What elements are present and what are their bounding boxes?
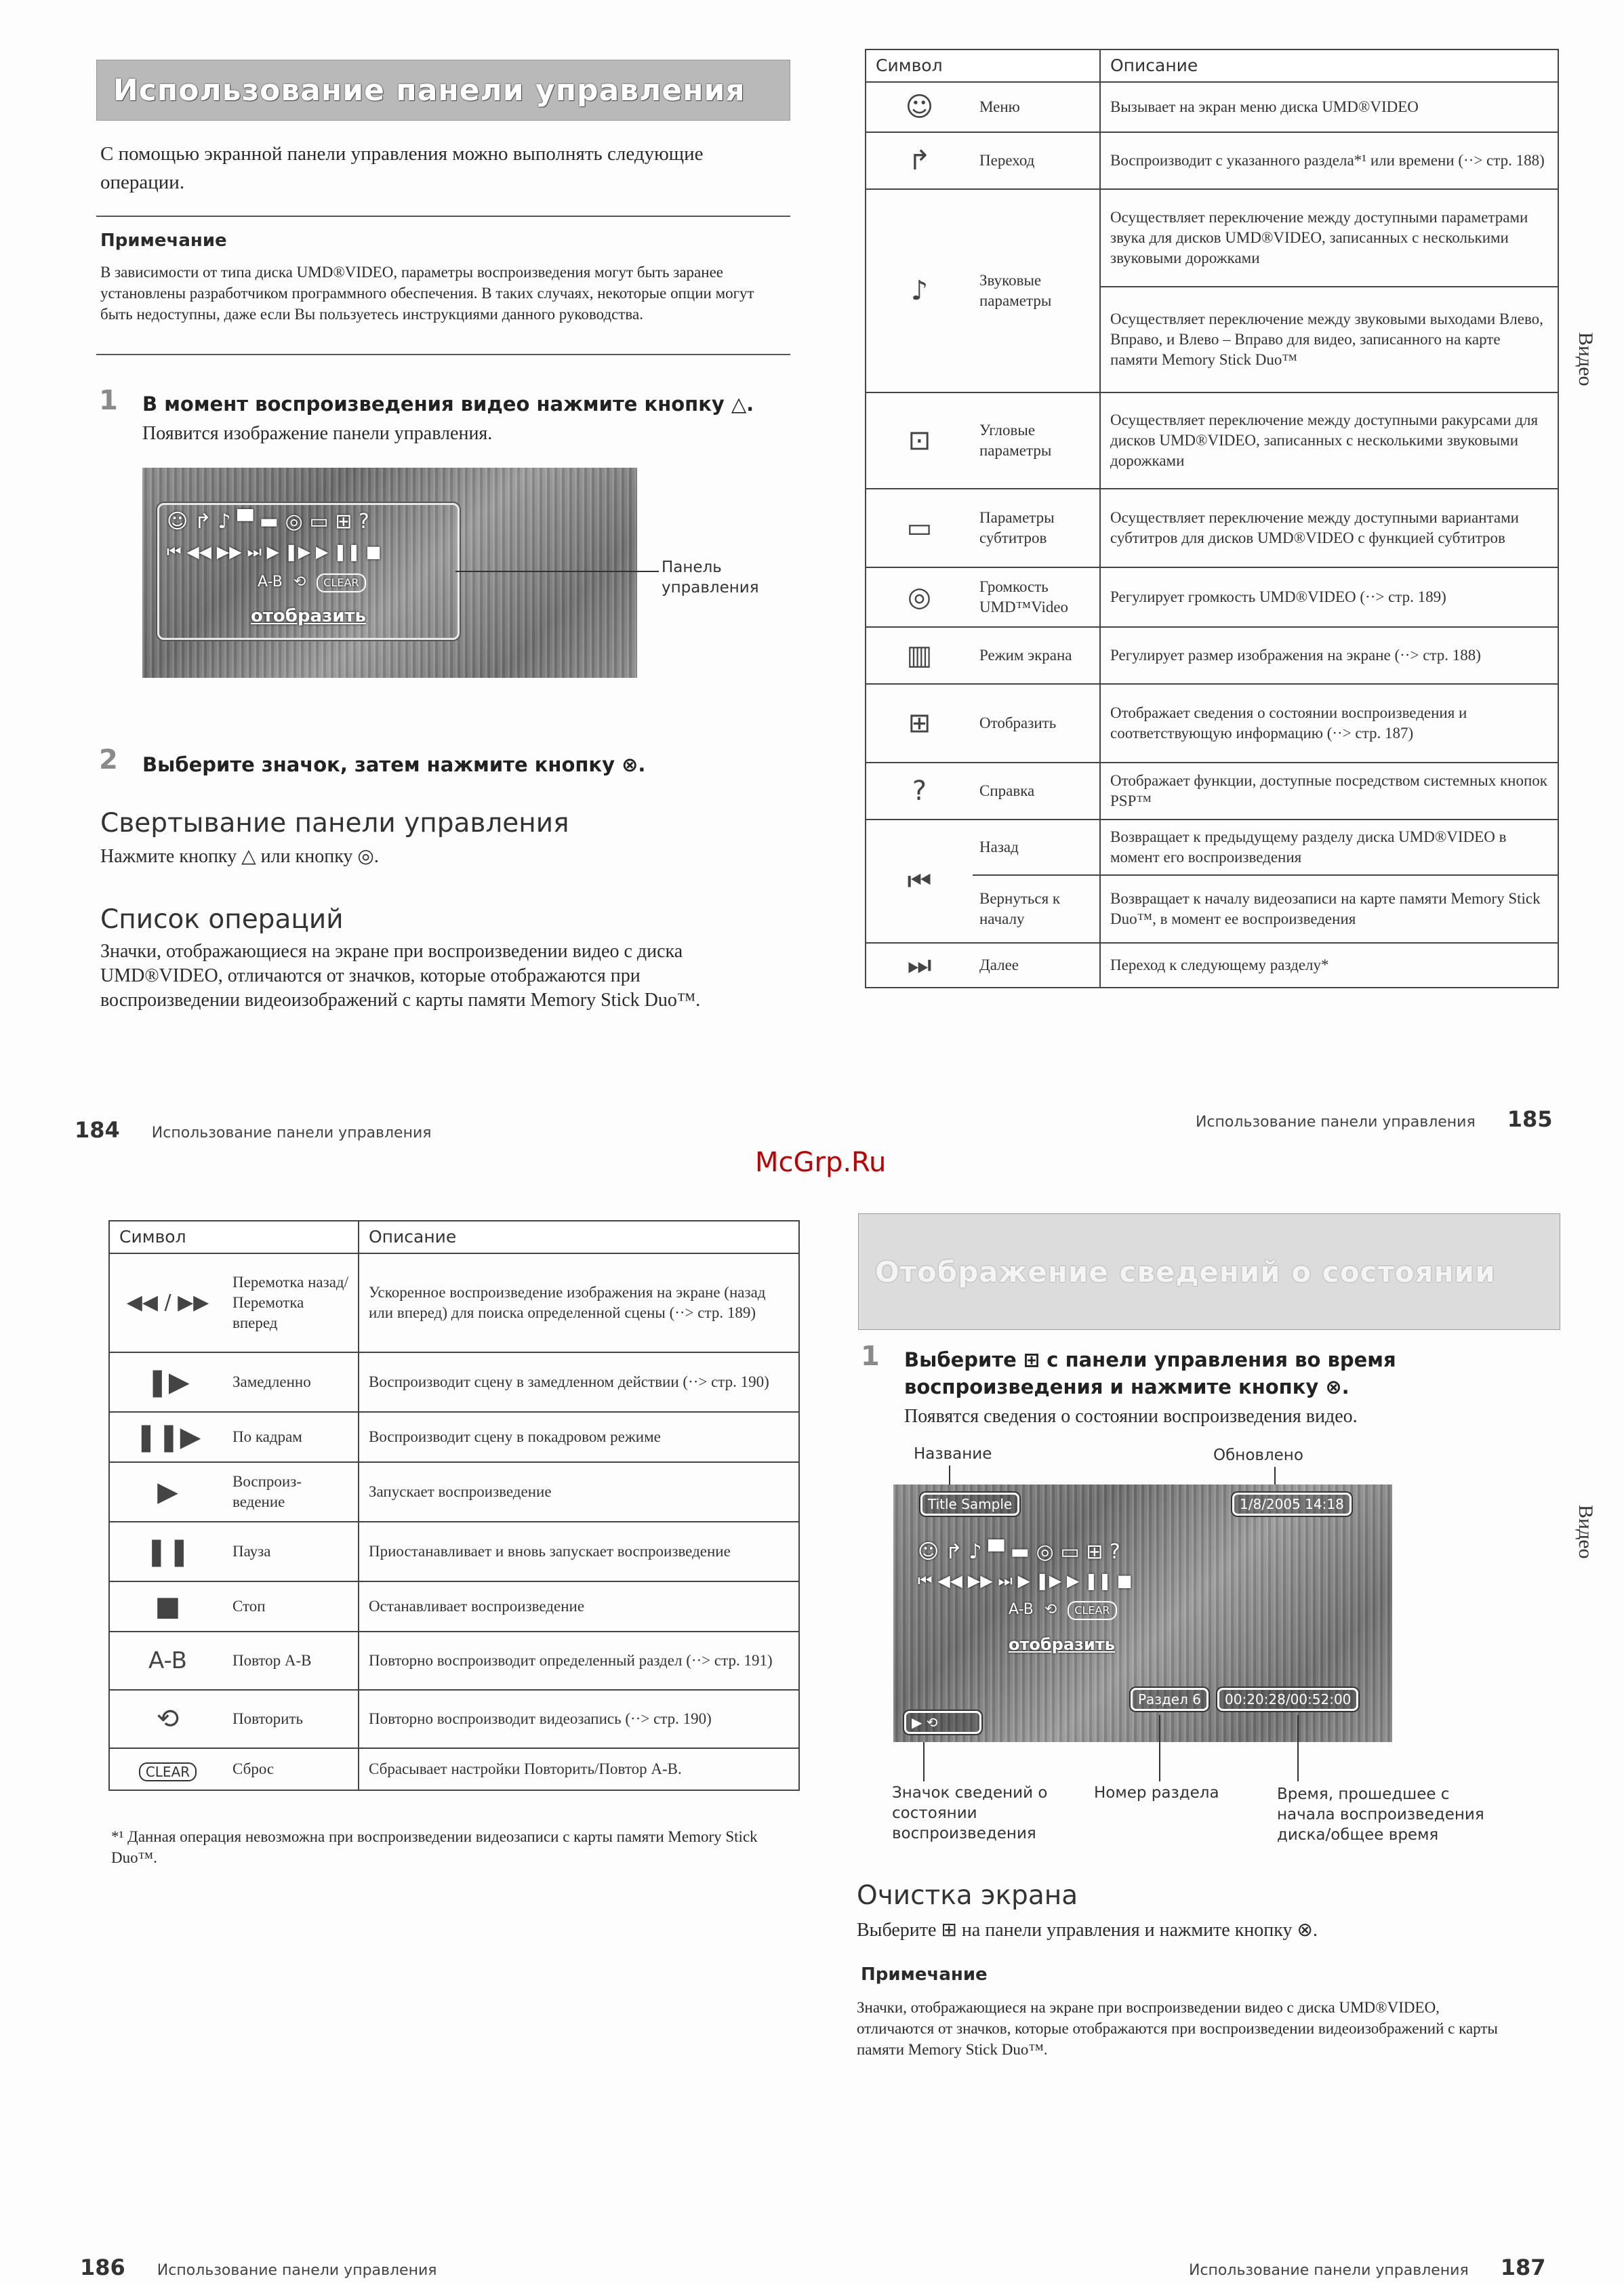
status-leader-line (923, 1742, 925, 1781)
control-panel-icon-row-3 (1009, 1601, 1117, 1620)
page-187-title-banner: Отображение сведений о состоянии (858, 1213, 1560, 1330)
table-row (109, 1462, 799, 1522)
display-label: отобразить (1009, 1635, 1115, 1654)
row-name: Звуковые параметры (973, 189, 1100, 392)
row-name: Угловые параметры (973, 392, 1100, 489)
table-row (866, 684, 1558, 763)
row-description: Повторно воспроизводит определенный раздел (··> стр. 191) (359, 1632, 799, 1690)
page-184-intro: С помощью экранной панели управления можно выполнять следующие операции. (100, 143, 704, 193)
table-row (866, 82, 1558, 132)
page-185-footer (1196, 1106, 1553, 1132)
volume-icon: ◎ (866, 567, 973, 627)
page-185-footer-text: Использование панели управления (1196, 1114, 1476, 1131)
updated-leader-line (1274, 1467, 1276, 1484)
page-184-footer (75, 1117, 432, 1143)
table-row (866, 567, 1558, 627)
next-icon: ⏭ (866, 943, 973, 988)
row-description: Повторно воспроизводит видеозапись (··> стр. 190) (359, 1690, 799, 1748)
page-186-footer (80, 2255, 437, 2280)
table-row (866, 943, 1558, 988)
page-184-title-banner: Использование панели управления (96, 60, 790, 121)
row-name: Повторить (226, 1690, 359, 1748)
row-description: Осуществляет переключение между доступными параметрами звука для дисков UMD®VIDEO, записанных с несколькими звуковыми дорожками (1100, 189, 1558, 287)
chapter-chip: Раздел 6 (1131, 1688, 1209, 1711)
play-icon: ▶ (109, 1462, 226, 1522)
pause-icon: ❚❚ (109, 1522, 226, 1581)
row-name: Параметры субтитров (973, 489, 1100, 567)
control-panel-icon-row-1: ☺ ↱ ♪ ▀ ▬ ◎ ▭ ⊞ ? (918, 1540, 1120, 1564)
control-panel-icon-row-2: ⏮ ◀◀ ▶▶ ⏭ ▶ ❚▶ ▶ ❚❚ ■ (167, 542, 382, 561)
operations-list-heading: Список операций (100, 904, 344, 935)
table-row (109, 1522, 799, 1581)
time-leader-line (1297, 1715, 1299, 1781)
clear-chip: CLEAR (139, 1762, 197, 1781)
updated-label: Обновлено (1213, 1447, 1303, 1464)
menu-icon: ☺ (866, 82, 973, 132)
page-186-footer-text: Использование панели управления (157, 2262, 437, 2279)
time-chip: 00:20:28/00:52:00 (1217, 1688, 1358, 1711)
row-name: Пауза (226, 1522, 359, 1581)
status-icon-chip (904, 1711, 981, 1734)
page-187-note-title: Примечание (861, 1964, 988, 1985)
status-info-screenshot (893, 1484, 1392, 1742)
page-187-step-1-subtext: Появятся сведения о состоянии воспроизведения видео. (904, 1406, 1358, 1427)
status-icon-callout: Значок сведений о состоянии воспроизведения (892, 1784, 1048, 1842)
row-description: Воспроизводит сцену в замедленном действии (··> стр. 190) (359, 1352, 799, 1412)
page-184-number: 184 (75, 1117, 120, 1143)
row-name: Замедленно (226, 1352, 359, 1412)
table-row (866, 132, 1558, 189)
page-186-number: 186 (80, 2255, 125, 2280)
step-2-heading: Выберите значок, затем нажмите кнопку ⊗. (142, 753, 646, 776)
row-name: Меню (973, 82, 1100, 132)
clear-icon: CLEAR (1068, 1601, 1116, 1620)
previous-icon: ⏮ (866, 820, 973, 943)
page-184-footer-text: Использование панели управления (151, 1125, 432, 1142)
page-187-side-tab: Видео (1575, 1505, 1597, 1559)
col-header-description: Описание (1100, 49, 1558, 82)
page-187-footer-text: Использование панели управления (1189, 2262, 1469, 2279)
step-1-subtext: Появится изображение панели управления. (142, 423, 493, 444)
col-header-symbol: Символ (109, 1221, 359, 1253)
repeat-icon: ⟲ (1044, 1601, 1057, 1618)
frame-advance-icon: ❚❚▶ (109, 1412, 226, 1462)
info-display-icon: ⊞ (866, 684, 973, 763)
control-panel-icon-row-3 (258, 573, 366, 592)
page-187-step-1-heading: Выберите ⊞ с панели управления во время воспроизведения и нажмите кнопку ⊗. (904, 1348, 1396, 1398)
row-name: Повтор А-В (226, 1632, 359, 1690)
music-note-icon: ♪ (866, 189, 973, 392)
col-header-description: Описание (359, 1221, 799, 1253)
page-184-note-title: Примечание (100, 230, 227, 251)
step-1-heading: В момент воспроизведения видео нажмите кнопку △. (142, 392, 754, 416)
table-row (866, 763, 1558, 820)
table-row (109, 1412, 799, 1462)
page-185-operations-table (865, 49, 1559, 988)
table-row (866, 189, 1558, 287)
row-description: Регулирует громкость UMD®VIDEO (··> стр. 189) (1100, 567, 1558, 627)
clear-icon: CLEAR (317, 573, 365, 592)
page-184-note-text: В зависимости от типа диска UMD®VIDEO, параметры воспроизведения могут быть заранее установлены разработчиком программного обеспечения. В таких случаях, некоторые опции могут быть недоступны, даже если Вы пользуетесь инструкциями данного руководства. (100, 264, 754, 323)
elapsed-time-callout: Время, прошедшее с начала воспроизведения диска/общее время (1277, 1785, 1484, 1844)
row-name: Громкость UMD™Video (973, 567, 1100, 627)
table-row (866, 392, 1558, 489)
control-panel-icon-row-2: ⏮ ◀◀ ▶▶ ⏭ ▶ ❚▶ ▶ ❚❚ ■ (918, 1571, 1133, 1590)
ab-repeat-icon: A-B (109, 1632, 226, 1690)
title-leader-line (949, 1466, 950, 1484)
note-bottom-rule (96, 354, 790, 355)
row-name: Режим экрана (973, 627, 1100, 684)
row-description: Осуществляет переключение между доступными ракурсами для дисков UMD®VIDEO, записанных с несколькими звуковыми дорожками (1100, 392, 1558, 489)
row-description: Отображает функции, доступные посредством системных кнопок PSP™ (1100, 763, 1558, 820)
row-name: Сброс (226, 1748, 359, 1790)
row-description: Отображает сведения о состоянии воспроизведения и соответствующую информацию (··> стр. 187) (1100, 684, 1558, 763)
row-description: Регулирует размер изображения на экране (··> стр. 188) (1100, 627, 1558, 684)
row-description: Осуществляет переключение между звуковыми выходами Влево, Вправо, и Влево – Вправо для видео, записанного на карте памяти Memory Stick Duo™ (1100, 287, 1558, 392)
row-name: Стоп (226, 1581, 359, 1632)
step-1-number: 1 (99, 385, 118, 416)
stop-icon: ■ (109, 1581, 226, 1632)
row-name: Воспроиз-ведение (226, 1462, 359, 1522)
help-icon: ? (866, 763, 973, 820)
page-186-operations-table (108, 1220, 800, 1791)
page-187-step-1-number: 1 (861, 1341, 880, 1372)
repeat-icon: ⟲ (109, 1690, 226, 1748)
table-row (866, 820, 1558, 875)
table-row (109, 1632, 799, 1690)
collapse-panel-text: Нажмите кнопку △ или кнопку ◎. (100, 846, 379, 867)
play-status-icon: ▶ ⟲ (912, 1714, 938, 1731)
screen-mode-icon: ▥ (866, 627, 973, 684)
site-watermark: McGrp.Ru (755, 1147, 887, 1178)
clear-screen-text: Выберите ⊞ на панели управления и нажмите кнопку ⊗. (857, 1920, 1318, 1941)
table-row (109, 1690, 799, 1748)
row-description: Останавливает воспроизведение (359, 1581, 799, 1632)
table-row (109, 1352, 799, 1412)
operations-list-text: Значки, отображающиеся на экране при воспроизведении видео с диска UMD®VIDEO, отличаются от значков, которые отображаются при воспроизведении видеоизображений с карты памяти Memory Stick Duo™. (100, 941, 701, 1011)
title-label: Название (914, 1445, 992, 1463)
col-header-symbol: Символ (866, 49, 1100, 82)
row-description: Переход к следующему разделу* (1100, 943, 1558, 988)
page-185-number: 185 (1507, 1106, 1553, 1132)
row-description: Воспроизводит с указанного раздела*¹ или времени (··> стр. 188) (1100, 132, 1558, 189)
note-top-rule (96, 216, 790, 217)
table-row (109, 1581, 799, 1632)
rewind-forward-icon: ◀◀ / ▶▶ (109, 1253, 226, 1352)
step-2-number: 2 (99, 744, 118, 775)
ab-repeat-icon: A-B (258, 573, 283, 590)
row-name: Назад (973, 820, 1100, 875)
row-name: Переход (973, 132, 1100, 189)
row-description: Воспроизводит сцену в покадровом режиме (359, 1412, 799, 1462)
page-187-note-text: Значки, отображающиеся на экране при воспроизведении видео с диска UMD®VIDEO, отличаются от значков, которые отображаются при воспроизведении видеоизображений с карты памяти Memory Stick Duo™. (857, 1999, 1498, 2058)
row-description: Запускает воспроизведение (359, 1462, 799, 1522)
collapse-panel-heading: Свертывание панели управления (100, 808, 569, 839)
camera-angle-icon: ⊡ (866, 392, 973, 489)
page-185-side-tab: Видео (1575, 332, 1597, 386)
clear-screen-heading: Очистка экрана (857, 1880, 1078, 1911)
updated-date-chip: 1/8/2005 14:18 (1232, 1493, 1352, 1516)
row-description: Ускоренное воспроизведение изображения на экране (назад или вперед) для поиска определенной сцены (··> стр. 189) (359, 1253, 799, 1352)
page-187-number: 187 (1500, 2255, 1546, 2280)
table-header-row (109, 1221, 799, 1253)
table-header-row (866, 49, 1558, 82)
page-187-footer (1189, 2255, 1546, 2280)
row-name: Вернуться к началу (973, 875, 1100, 943)
row-name: Отобразить (973, 684, 1100, 763)
subtitle-icon: ▭ (866, 489, 973, 567)
repeat-icon: ⟲ (293, 573, 306, 590)
row-name: Справка (973, 763, 1100, 820)
table-row (866, 489, 1558, 567)
jump-icon: ↱ (866, 132, 973, 189)
slow-motion-icon: ❚▶ (109, 1352, 226, 1412)
row-name: Далее (973, 943, 1100, 988)
page-186-footnote: *¹ Данная операция невозможна при воспроизведении видеозаписи с карты памяти Memory Stick Duo™. (111, 1828, 758, 1866)
row-description: Сбрасывает настройки Повторить/Повтор А-В. (359, 1748, 799, 1790)
row-description: Возвращает к предыдущему разделу диска UMD®VIDEO в момент его воспроизведения (1100, 820, 1558, 875)
chapter-leader-line (1159, 1715, 1160, 1781)
table-row (866, 627, 1558, 684)
row-description: Приостанавливает и вновь запускает воспроизведение (359, 1522, 799, 1581)
control-panel-screenshot (142, 468, 637, 678)
row-description: Осуществляет переключение между доступными вариантами субтитров для дисков UMD®VIDEO с функцией субтитров (1100, 489, 1558, 567)
table-row (109, 1748, 799, 1790)
row-name: По кадрам (226, 1412, 359, 1462)
display-label: отобразить (251, 606, 366, 626)
panel-leader-line (455, 571, 659, 572)
panel-label: Панель управления (662, 559, 759, 597)
title-chip: Title Sample (920, 1493, 1019, 1516)
table-row (109, 1253, 799, 1352)
row-description: Возвращает к началу видеозаписи на карте памяти Memory Stick Duo™, в момент ее воспроизведения (1100, 875, 1558, 943)
clear-icon (109, 1748, 226, 1790)
chapter-number-callout: Номер раздела (1094, 1784, 1219, 1802)
control-panel-icon-row-1: ☺ ↱ ♪ ▀ ▬ ◎ ▭ ⊞ ? (167, 510, 369, 533)
row-name: Перемотка назад/ Перемотка вперед (226, 1253, 359, 1352)
ab-repeat-icon: A-B (1009, 1601, 1034, 1618)
row-description: Вызывает на экран меню диска UMD®VIDEO (1100, 82, 1558, 132)
